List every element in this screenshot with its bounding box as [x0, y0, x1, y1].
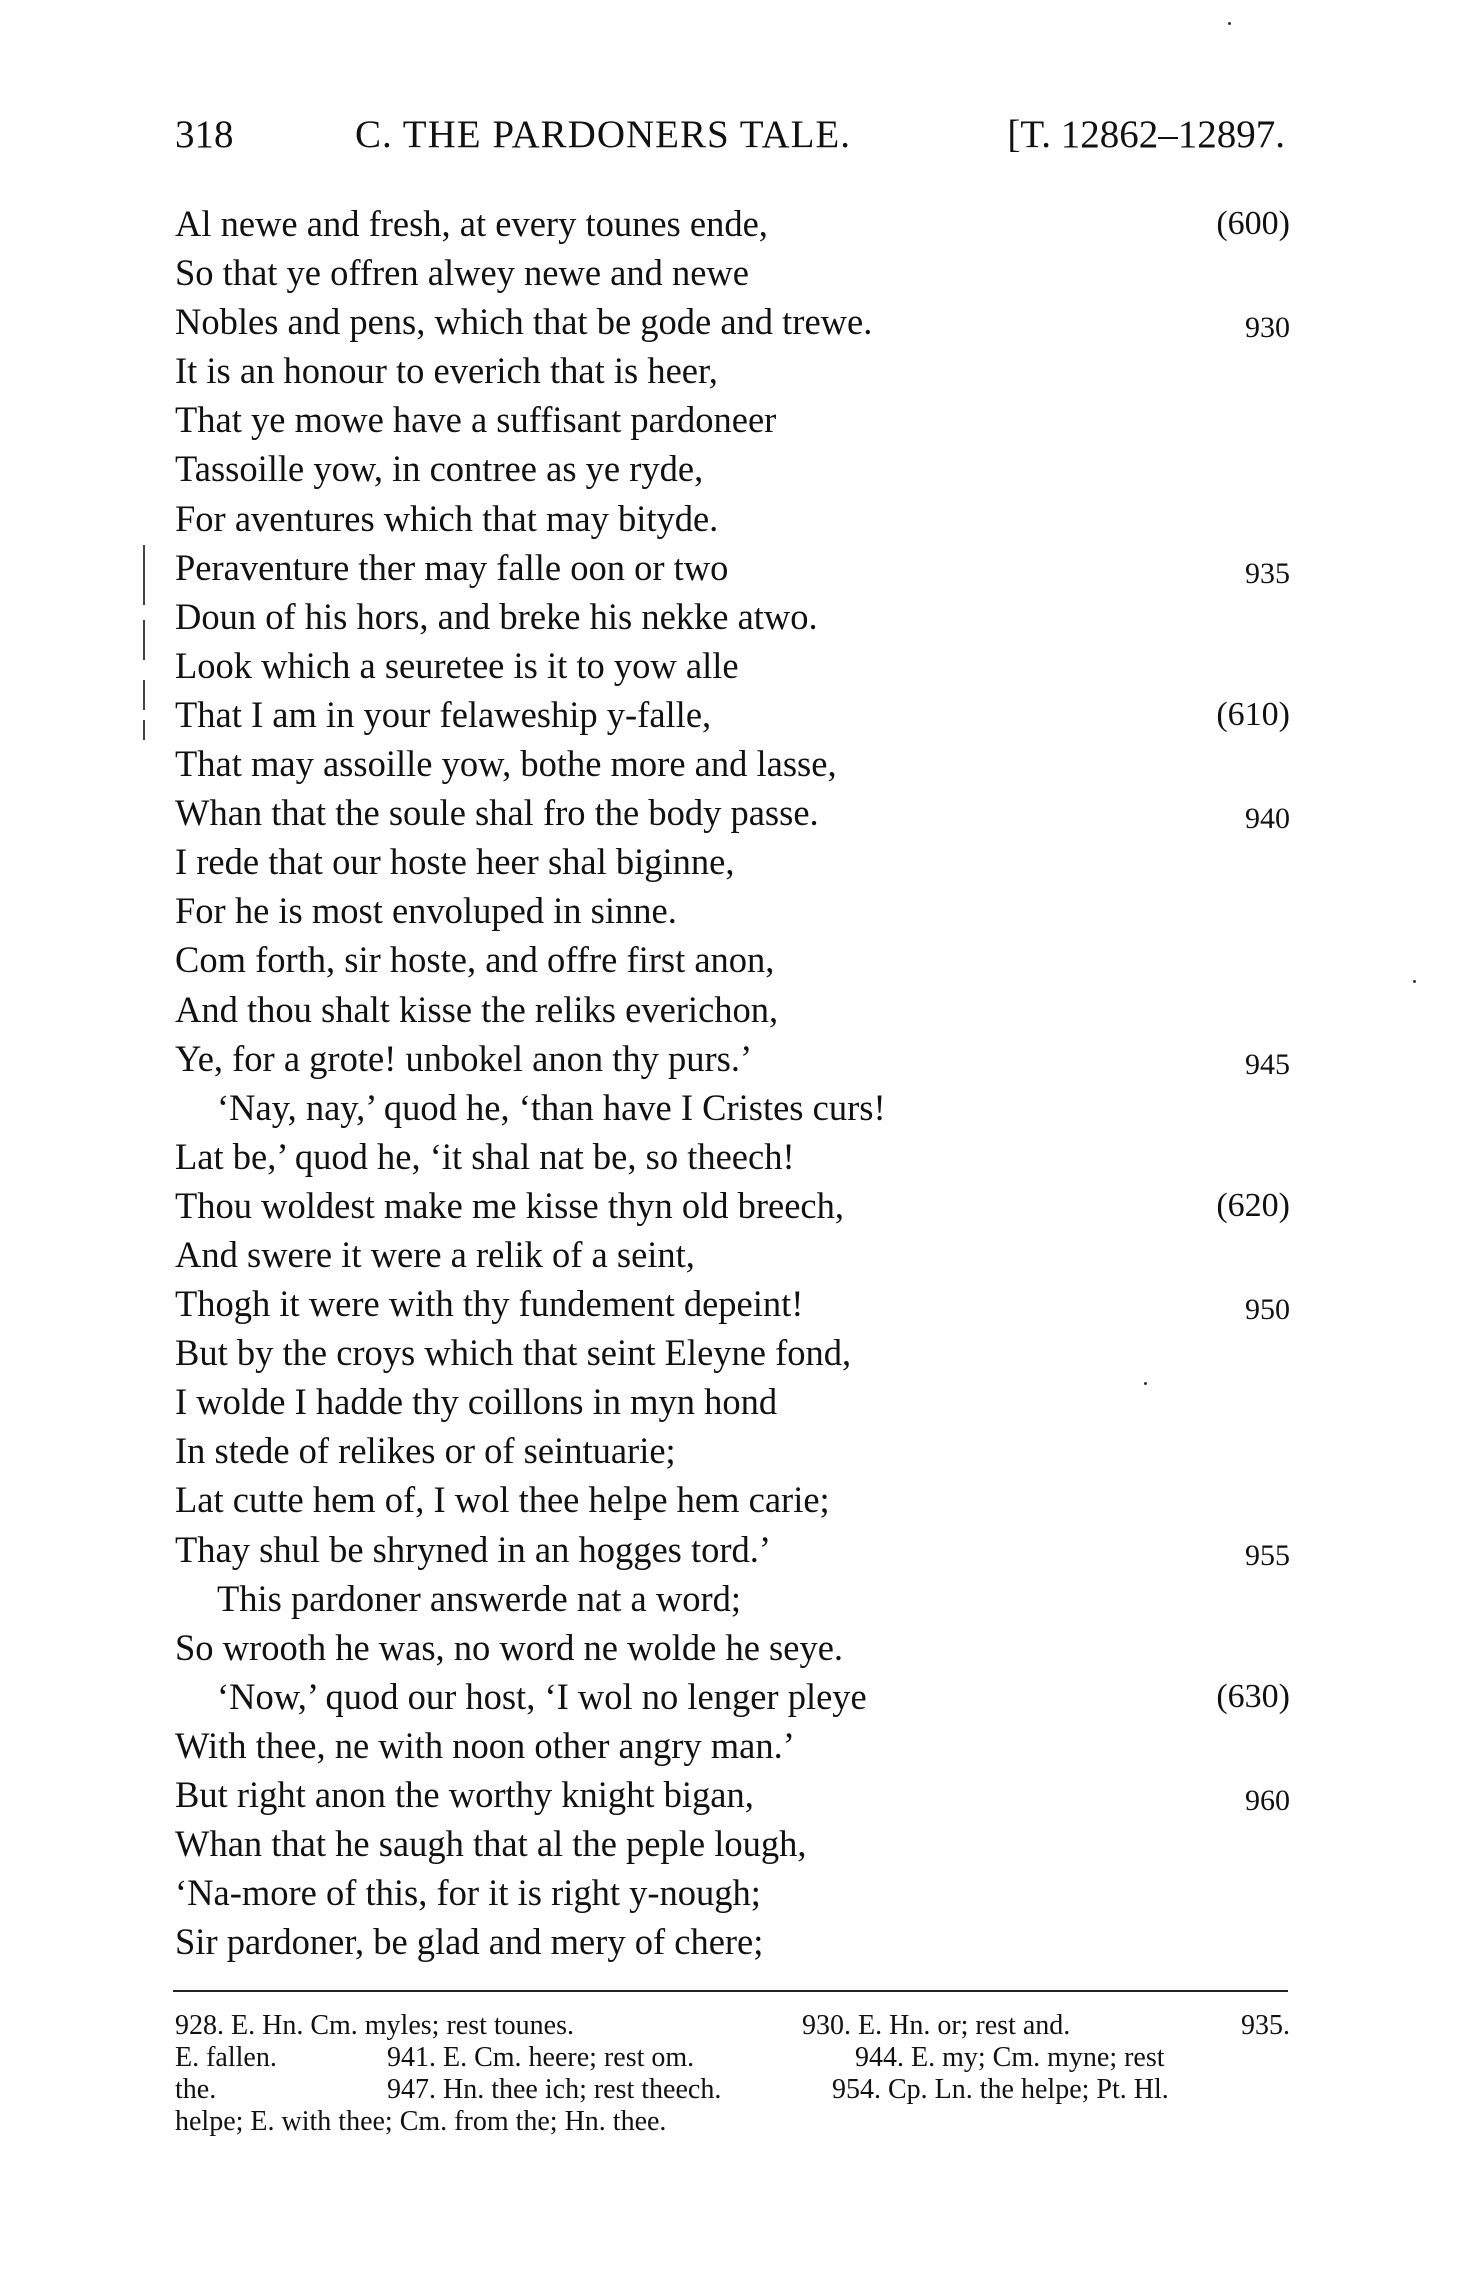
line-number: 955	[1245, 1538, 1290, 1572]
verse-text: ‘Now,’ quod our host, ‘I wol no lenger pleye	[217, 1675, 867, 1717]
verse-text: With thee, ne with noon other angry man.’	[175, 1724, 795, 1766]
verse-text: Al newe and fresh, at every tounes ende,	[175, 203, 768, 244]
verse-line	[175, 1525, 1290, 1574]
footnote-text: 928. E. Hn. Cm. myles; rest tounes.	[175, 2010, 574, 2041]
footnote-text: 954. Cp. Ln. the helpe; Pt. Hl.	[832, 2074, 1169, 2105]
footnote-line	[175, 2042, 1290, 2074]
verse-text: That may assoille yow, bothe more and lasse,	[175, 743, 837, 785]
footnote-rule	[173, 1990, 1288, 1992]
verse-text: I wolde I hadde thy coillons in myn hond	[175, 1381, 778, 1423]
margin-mark	[143, 680, 145, 710]
verse-text: ‘Na-more of this, for it is right y-nough;	[175, 1872, 761, 1914]
verse-text: I rede that our hoste heer shal biginne,	[175, 841, 735, 883]
line-number: 940	[1245, 802, 1290, 836]
verse-text: ‘Nay, nay,’ quod he, ‘than have I Cristes curs!	[217, 1086, 886, 1128]
line-range: [T. 12862–12897.	[1007, 113, 1285, 156]
ink-speck	[1144, 1382, 1147, 1385]
verse-line	[175, 395, 1290, 444]
verse-text: In stede of relikes or of seintuarie;	[175, 1430, 676, 1472]
verse-line	[175, 1672, 1290, 1721]
line-number: (610)	[1216, 695, 1290, 733]
verse-line	[175, 1377, 1290, 1426]
footnote-text: 947. Hn. thee ich; rest theech.	[387, 2074, 722, 2105]
footnote-text: 930. E. Hn. or; rest and.	[802, 2010, 1071, 2041]
verse-text: Look which a seuretee is it to yow alle	[175, 644, 739, 686]
verse-line	[175, 1770, 1290, 1819]
margin-mark	[143, 545, 145, 605]
verse-line	[175, 690, 1290, 739]
verse-line	[175, 543, 1290, 592]
running-header	[175, 112, 1285, 168]
verse-line	[175, 1819, 1290, 1868]
footnote-text: 935.	[1241, 2010, 1290, 2041]
verse-text: That I am in your felaweship y-falle,	[175, 693, 712, 735]
verse-text: Lat be,’ quod he, ‘it shal nat be, so theech!	[175, 1135, 795, 1177]
verse-text: So that ye offren alwey newe and newe	[175, 252, 749, 294]
verse-text: Thay shul be shryned in an hogges tord.’	[175, 1528, 772, 1570]
verse-line	[175, 1083, 1290, 1132]
verse-text: That ye mowe have a suffisant pardoneer	[175, 399, 777, 441]
ink-speck	[1413, 980, 1416, 983]
line-number: 950	[1245, 1293, 1290, 1327]
verse-line	[175, 886, 1290, 935]
verse-text: Tassoille yow, in contree as ye ryde,	[175, 448, 704, 490]
verse-line	[175, 1034, 1290, 1083]
verse-line	[175, 1574, 1290, 1623]
verse-line	[175, 248, 1290, 297]
line-number: (600)	[1216, 205, 1290, 242]
verse-line	[175, 1328, 1290, 1377]
verse-text: Com forth, sir hoste, and offre first anon,	[175, 939, 775, 981]
verse-text: Lat cutte hem of, I wol thee helpe hem carie;	[175, 1479, 830, 1521]
verse-text: Thou woldest make me kisse thyn old breech,	[175, 1184, 845, 1226]
verse-line	[175, 346, 1290, 395]
verse-line	[175, 985, 1290, 1034]
verse-text: Whan that he saugh that al the peple lough,	[175, 1823, 807, 1865]
verse-line	[175, 739, 1290, 788]
footnote-text: E. fallen.	[175, 2042, 277, 2073]
footnote-line	[175, 2074, 1290, 2106]
verse-text: Nobles and pens, which that be gode and trewe.	[175, 301, 873, 343]
footnote-text: 941. E. Cm. heere; rest om.	[387, 2042, 695, 2073]
line-number: 935	[1245, 556, 1290, 590]
verse-text: So wrooth he was, no word ne wolde he seye.	[175, 1626, 844, 1668]
verse-text: But right anon the worthy knight bigan,	[175, 1774, 754, 1815]
running-title: C. THE PARDONERS TALE.	[355, 113, 851, 156]
verse-line	[175, 1426, 1290, 1475]
line-number: 960	[1245, 1784, 1290, 1817]
line-number: 945	[1245, 1047, 1290, 1081]
verse-text: For aventures which that may bityde.	[175, 497, 719, 539]
verse-text: Sir pardoner, be glad and mery of chere;	[175, 1921, 764, 1963]
verse-line	[175, 444, 1290, 493]
verse-line	[175, 788, 1290, 837]
verse-text: This pardoner answerde nat a word;	[217, 1577, 741, 1619]
footnote-line	[175, 2010, 1290, 2042]
verse-line	[175, 837, 1290, 886]
verse-text: It is an honour to everich that is heer,	[175, 350, 718, 392]
verse-text: Thogh it were with thy fundement depeint!	[175, 1283, 804, 1325]
verse-line	[175, 1721, 1290, 1770]
verse-text: Doun of his hors, and breke his nekke atwo.	[175, 595, 818, 637]
verse-line	[175, 592, 1290, 641]
verse-line	[175, 1475, 1290, 1524]
line-number: (620)	[1216, 1186, 1290, 1224]
footnote-text: 944. E. my; Cm. myne; rest	[855, 2042, 1165, 2073]
verse-text: For he is most envoluped in sinne.	[175, 890, 677, 932]
verse-line	[175, 1279, 1290, 1328]
verse-text: But by the croys which that seint Eleyne fond,	[175, 1332, 852, 1374]
footnote-text: helpe; E. with thee; Cm. from the; Hn. thee.	[175, 2106, 667, 2137]
footnote-text: the.	[175, 2074, 217, 2105]
verse-line	[175, 641, 1290, 690]
verse-line	[175, 1132, 1290, 1181]
margin-mark	[143, 620, 145, 660]
verse-line	[175, 1868, 1290, 1917]
verse-text: Whan that the soule shal fro the body passe.	[175, 792, 819, 834]
verse-line	[175, 935, 1290, 984]
verse-line	[175, 1623, 1290, 1672]
verse-text: And swere it were a relik of a seint,	[175, 1233, 695, 1275]
line-number: 930	[1245, 311, 1290, 345]
verse-line	[175, 494, 1290, 543]
footnote-line	[175, 2106, 1290, 2138]
footnotes	[175, 2010, 1290, 2138]
ink-speck	[1228, 22, 1231, 25]
verse-line	[175, 297, 1290, 346]
verse-line	[175, 1917, 1290, 1966]
margin-mark	[143, 720, 145, 740]
verse-line	[175, 1230, 1290, 1279]
verse-body	[175, 199, 1290, 1966]
verse-line	[175, 199, 1290, 248]
verse-line	[175, 1181, 1290, 1230]
verse-text: Peraventure ther may falle oon or two	[175, 546, 729, 588]
verse-text: And thou shalt kisse the reliks everichon,	[175, 988, 779, 1030]
page-number: 318	[175, 113, 234, 156]
line-number: (630)	[1216, 1677, 1290, 1715]
verse-text: Ye, for a grote! unbokel anon thy purs.’	[175, 1037, 753, 1079]
